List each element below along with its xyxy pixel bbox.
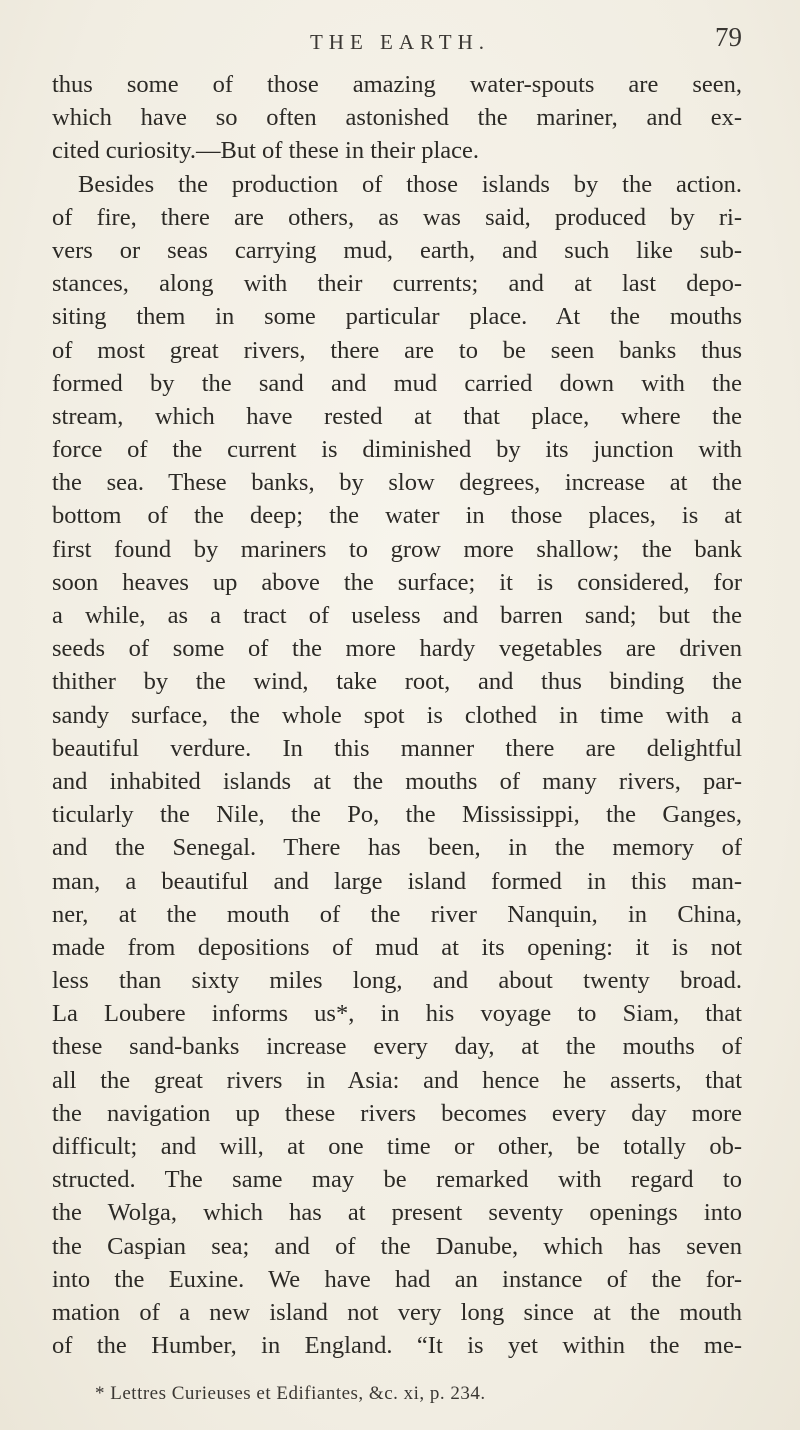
footnote: * Lettres Curieuses et Edifiantes, &c. xi, p. 234. (95, 1383, 486, 1404)
text-line: and the Senegal. There has been, in the memory of (52, 834, 742, 862)
text-line: force of the current is diminished by its junction with (52, 436, 742, 464)
text-line: thus some of those amazing water-spouts are seen, (52, 71, 742, 98)
text-line: ner, at the mouth of the river Nanquin, in China, (52, 900, 742, 928)
text-line: stream, which have rested at that place, where the (52, 402, 742, 430)
text-line: which have so often astonished the mariner, and ex- (52, 104, 742, 132)
body-text (52, 68, 742, 1362)
text-line: sandy surface, the whole spot is clothed in time with a (52, 701, 742, 729)
page-number: 79 (715, 22, 742, 52)
text-line: stances, along with their currents; and at last depo- (52, 270, 742, 298)
text-line: siting them in some particular place. At the mouths (52, 303, 742, 331)
text-line: beautiful verdure. In this manner there are delightful (52, 734, 742, 762)
text-line: and inhabited islands at the mouths of many rivers, par- (52, 767, 742, 795)
text-line: the Caspian sea; and of the Danube, which has seven (52, 1232, 742, 1260)
running-head: THE EARTH. (309, 30, 491, 54)
text-line: a while, as a tract of useless and barren sand; but the (52, 602, 742, 629)
text-line: made from depositions of mud at its opening: it is not (52, 933, 742, 961)
text-line: the sea. These banks, by slow degrees, increase at the (52, 469, 742, 497)
text-line: vers or seas carrying mud, earth, and such like sub- (52, 236, 742, 264)
text-line: thither by the wind, take root, and thus binding the (52, 668, 742, 696)
text-line: man, a beautiful and large island formed in this man- (52, 867, 742, 895)
text-line: seeds of some of the more hardy vegetables are driven (52, 635, 742, 663)
text-line: mation of a new island not very long since at the mouth (52, 1298, 742, 1326)
text-line: these sand-banks increase every day, at the mouths of (52, 1033, 742, 1061)
text-line: of the Humber, in England. “It is yet within the me- (52, 1332, 742, 1360)
text-line: bottom of the deep; the water in those places, is at (52, 502, 742, 530)
text-line: into the Euxine. We have had an instance of the for- (52, 1265, 742, 1293)
text-line: the Wolga, which has at present seventy openings into (52, 1199, 742, 1227)
text-line: of fire, there are others, as was said, produced by ri- (52, 203, 742, 231)
text-line: difficult; and will, at one time or other, be totally ob- (52, 1133, 742, 1160)
text-line: formed by the sand and mud carried down with the (52, 369, 742, 397)
text-line: ticularly the Nile, the Po, the Mississippi, the Ganges, (52, 801, 742, 829)
text-line: cited curiosity.—But of these in their place. (52, 137, 480, 165)
text-line: La Loubere informs us*, in his voyage to Siam, that (52, 1000, 742, 1028)
text-line: Besides the production of those islands by the action. (78, 170, 742, 198)
text-line: structed. The same may be remarked with regard to (52, 1166, 742, 1194)
text-line: first found by mariners to grow more shallow; the bank (52, 535, 742, 563)
text-line: of most great rivers, there are to be seen banks thus (52, 336, 742, 364)
text-line: all the great rivers in Asia: and hence he asserts, that (52, 1066, 742, 1094)
text-line: less than sixty miles long, and about twenty broad. (52, 967, 742, 995)
text-line: the navigation up these rivers becomes every day more (52, 1099, 742, 1127)
text-line: soon heaves up above the surface; it is considered, for (52, 568, 742, 596)
